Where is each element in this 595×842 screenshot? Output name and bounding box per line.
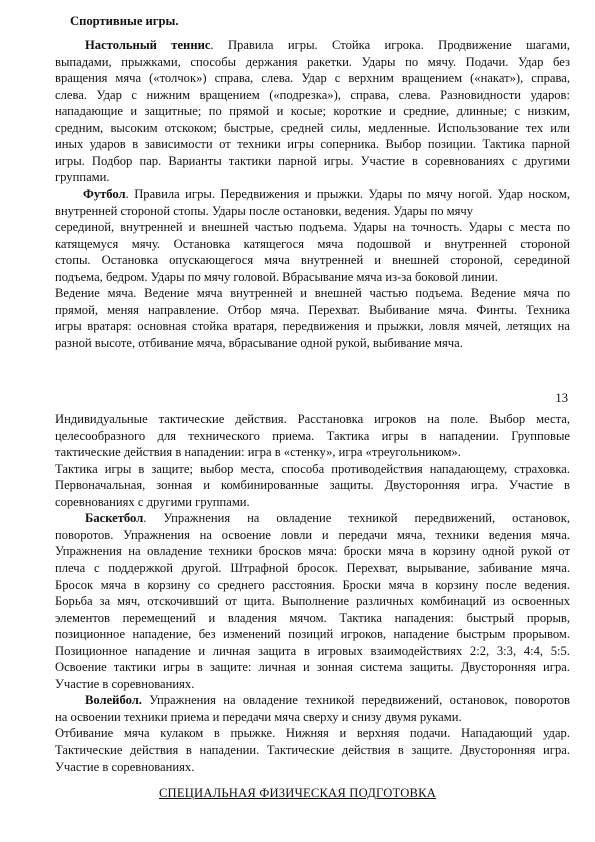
- text-line: Тактические действия в нападении. Тактические действия в защите. Двусторонняя игра.: [55, 743, 570, 757]
- text-line: Настольный теннис. Правила игры. Стойка игрока. Продвижение шагами,: [85, 38, 570, 52]
- text-line: Бросок мяча в корзину со среднего расстояния. Броски мяча в корзину после ведения.: [55, 577, 570, 592]
- text-line: Борьба за мяч, отскочивший от щита. Выполнение различных комбинаций из освоенных: [55, 594, 570, 609]
- text-line: Тактика игры в защите; выбор места, способа противодействия нападающему, страховка.: [55, 461, 570, 476]
- text-line: игры вратаря: основная стойка вратаря, передвижения и прыжки, ловля мячей, летящих на: [55, 319, 570, 334]
- text-line: соревнованиях с другими группами.: [55, 494, 250, 509]
- text-line: Освоение тактики игры в защите: личная и зонная система защиты. Двусторонняя игра.: [55, 660, 570, 675]
- text-line: катящемуся мячу. Остановка катящегося мяча подошвой и внутренней стороной: [55, 236, 570, 251]
- page-number: 13: [555, 391, 568, 405]
- text-line: Отбивание мяча кулаком в прыжке. Нижняя и верхняя подачи. Нападающий удар.: [55, 726, 570, 741]
- text-line: серединой, внутренней и внешней частью подъема. Удары на точность. Удары с места по: [55, 220, 570, 235]
- section-heading: Спортивные игры.: [70, 14, 179, 28]
- text-line: нападающие и защитные; по прямой и косые; короткие и средние, длинные; с низким,: [55, 104, 570, 119]
- bold-heading: Футбол: [83, 186, 126, 201]
- text-line: плеча с поддержкой другой. Штрафной бросок. Перехват, вырывание, забивание мяча.: [55, 560, 570, 575]
- text-line: на освоении техники приема и передачи мяча сверху и снизу двумя руками.: [55, 709, 462, 724]
- text-line: Участие в соревнованиях.: [55, 676, 195, 691]
- text-line: игры. Подбор пар. Варианты тактики парной игры. Участие в соревнованиях с другими: [55, 153, 570, 168]
- text-line: Участие в соревнованиях.: [55, 759, 195, 774]
- text-line: слева. Удар с нижним вращением («подрезка»), справа, слева. Разновидности ударов:: [55, 87, 570, 102]
- text-line: подъема, бедром. Удары по мячу головой. Вбрасывание мяча из-за боковой линии.: [55, 269, 498, 284]
- text-line: тактические действия в нападении: игра в «стенку», игра «треугольником».: [55, 445, 461, 460]
- text-line: Упражнения на овладение техники бросков мяча: броски мяча в корзину одной рукой от: [55, 544, 570, 559]
- text-line: целесообразного для технического приема. Тактика игры в нападении. Групповые: [55, 428, 570, 443]
- text-line: разной высоте, отбивание мяча, вбрасывание одной рукой, выбивание мяча.: [55, 335, 463, 350]
- text-line: Первоначальная, зонная и комбинированные защиты. Двусторонняя игра. Участие в: [55, 478, 570, 493]
- text-line: вращения мяча («толчок») справа, слева. Удар с верхним вращением («накат»), справа,: [55, 71, 570, 86]
- text-line: выпадами, прыжками, способы держания ракетки. Удары по мячу. Подачи. Удар без: [55, 54, 570, 69]
- text-line: элементов перемещений и владения мячом. Тактика нападения: быстрый прорыв,: [55, 610, 570, 625]
- text-line: позиционное нападение, без изменений позиций игроков, нападение быстрым прорывом.: [55, 627, 570, 642]
- bold-heading: Настольный теннис: [85, 38, 211, 52]
- text-line: Футбол. Правила игры. Передвижения и прыжки. Удары по мячу ногой. Удар носком,: [83, 186, 570, 201]
- text-line: средним, высоким отскоком; быстрые, средней силы, медленные. Использование тех или: [55, 120, 570, 135]
- bold-heading: Баскетбол: [85, 511, 144, 526]
- text-line: внутренней стороной стопы. Удары после остановки, ведения. Удары по мячу: [55, 203, 474, 218]
- text-line: прямой, меняя направление. Отбор мяча. Перехват. Выбивание мяча. Финты. Техника: [55, 302, 570, 317]
- footer-section-title: СПЕЦИАЛЬНАЯ ФИЗИЧЕСКАЯ ПОДГОТОВКА: [158, 786, 437, 800]
- text-line: иных ударов в зависимости от техники игры соперника. Выбор позиции. Тактика парной: [55, 137, 570, 152]
- text-line: Ведение мяча. Ведение мяча внутренней и внешней частью подъема. Ведение мяча по: [55, 286, 570, 301]
- text-line: группами.: [55, 170, 110, 185]
- text-line: Волейбол. Упражнения на овладение техникой передвижений, остановок, поворотов: [85, 693, 570, 708]
- text-line: стопы. Остановка опускающегося мяча внутренней и внешней стороной, серединой: [55, 253, 570, 268]
- text-line: поворотов. Упражнения на освоение ловли и передачи мяча, техники ведения мяча.: [55, 527, 570, 542]
- bold-heading: Волейбол.: [85, 693, 142, 708]
- text-line: Позиционное нападение и личная защита в игровых взаимодействиях 2:2, 3:3, 4:4, 5:5.: [55, 643, 570, 658]
- text-line: Баскетбол. Упражнения на овладение техникой передвижений, остановок,: [85, 511, 570, 526]
- text-line: Индивидуальные тактические действия. Расстановка игроков на поле. Выбор места,: [55, 412, 570, 426]
